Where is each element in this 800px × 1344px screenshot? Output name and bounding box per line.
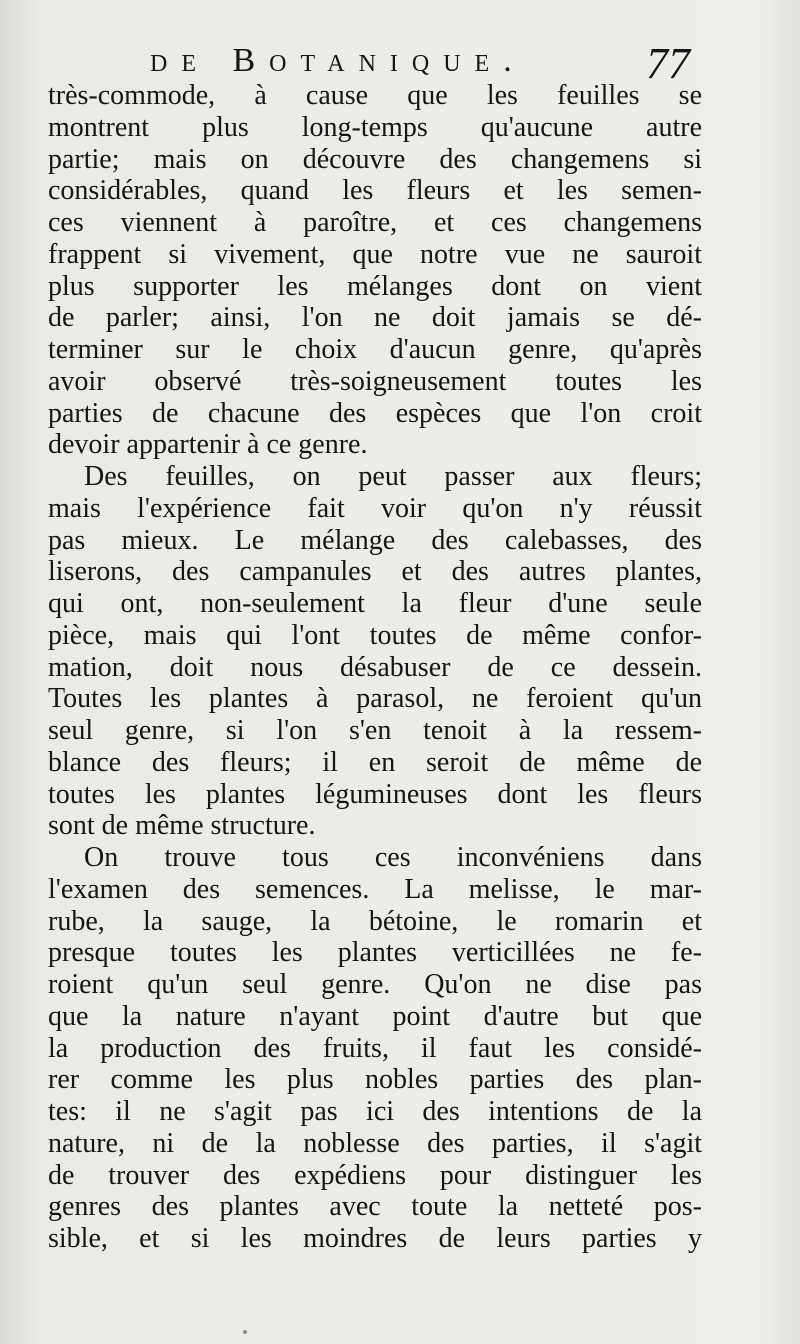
text-line: qui ont, non-seulement la fleur d'une seule — [48, 588, 702, 619]
text-line: frappent si vivement, que notre vue ne sauroit — [48, 238, 702, 270]
body-text — [48, 80, 702, 1255]
text-line: tes: il ne s'agit pas ici des intentions de la — [48, 1096, 702, 1127]
text-line: mais l'expérience fait voir qu'on n'y réussit — [48, 492, 702, 524]
text-line: mation, doit nous désabuser de ce dessein. — [48, 651, 702, 683]
text-line: montrent plus long-temps qu'aucune autre — [48, 111, 702, 143]
text-line: très-commode, à cause que les feuilles se — [48, 80, 702, 111]
text-line: parties de chacune des espèces que l'on croit — [48, 397, 702, 429]
text-line: pièce, mais qui l'ont toutes de même confor- — [48, 619, 702, 651]
page-number: 77 — [646, 39, 690, 88]
text-line: sont de même structure. — [48, 810, 316, 842]
text-line: terminer sur le choix d'aucun genre, qu'après — [48, 334, 702, 365]
text-line: genres des plantes avec toute la netteté pos- — [48, 1191, 702, 1223]
text-line: sible, et si les moindres de leurs parties y — [48, 1223, 702, 1254]
text-line: blance des fleurs; il en seroit de même de — [48, 746, 702, 778]
text-line: plus supporter les mélanges dont on vient — [48, 270, 702, 302]
paragraph-first-line: On trouve tous ces inconvéniens dans — [84, 842, 702, 873]
text-line: liserons, des campanules et des autres plantes, — [48, 556, 702, 588]
text-line: de parler; ainsi, l'on ne doit jamais se dé- — [48, 302, 702, 334]
text-line: seul genre, si l'on s'en tenoit à la ressem- — [48, 715, 702, 746]
text-line: avoir observé très-soigneusement toutes les — [48, 365, 702, 397]
text-line: de trouver des expédiens pour distinguer les — [48, 1159, 702, 1191]
text-line: Toutes les plantes à parasol, ne feroient qu'un — [48, 683, 702, 715]
text-line: presque toutes les plantes verticillées ne fe- — [48, 937, 702, 969]
text-line: l'examen des semences. La melisse, le mar- — [48, 873, 702, 905]
paper-speck — [243, 1330, 247, 1334]
text-line: considérables, quand les fleurs et les semen- — [48, 175, 702, 207]
paragraph-first-line: Des feuilles, on peut passer aux fleurs; — [84, 461, 702, 492]
text-line: partie; mais on découvre des changemens si — [48, 143, 702, 175]
text-line: roient qu'un seul genre. Qu'on ne dise pas — [48, 969, 702, 1000]
text-line: pas mieux. Le mélange des calebasses, des — [48, 524, 702, 556]
text-line: rer comme les plus nobles parties des plan- — [48, 1064, 702, 1096]
text-line: devoir appartenir à ce genre. — [48, 429, 368, 461]
text-line: que la nature n'ayant point d'autre but que — [48, 1000, 702, 1032]
text-line: la production des fruits, il faut les considé- — [48, 1032, 702, 1064]
text-line: nature, ni de la noblesse des parties, il s'agit — [48, 1127, 702, 1159]
text-line: toutes les plantes légumineuses dont les fleurs — [48, 778, 702, 810]
running-title: de Botanique. — [150, 42, 526, 79]
text-line: ces viennent à paroître, et ces changemens — [48, 207, 702, 238]
text-line: rube, la sauge, la bétoine, le romarin et — [48, 905, 702, 937]
